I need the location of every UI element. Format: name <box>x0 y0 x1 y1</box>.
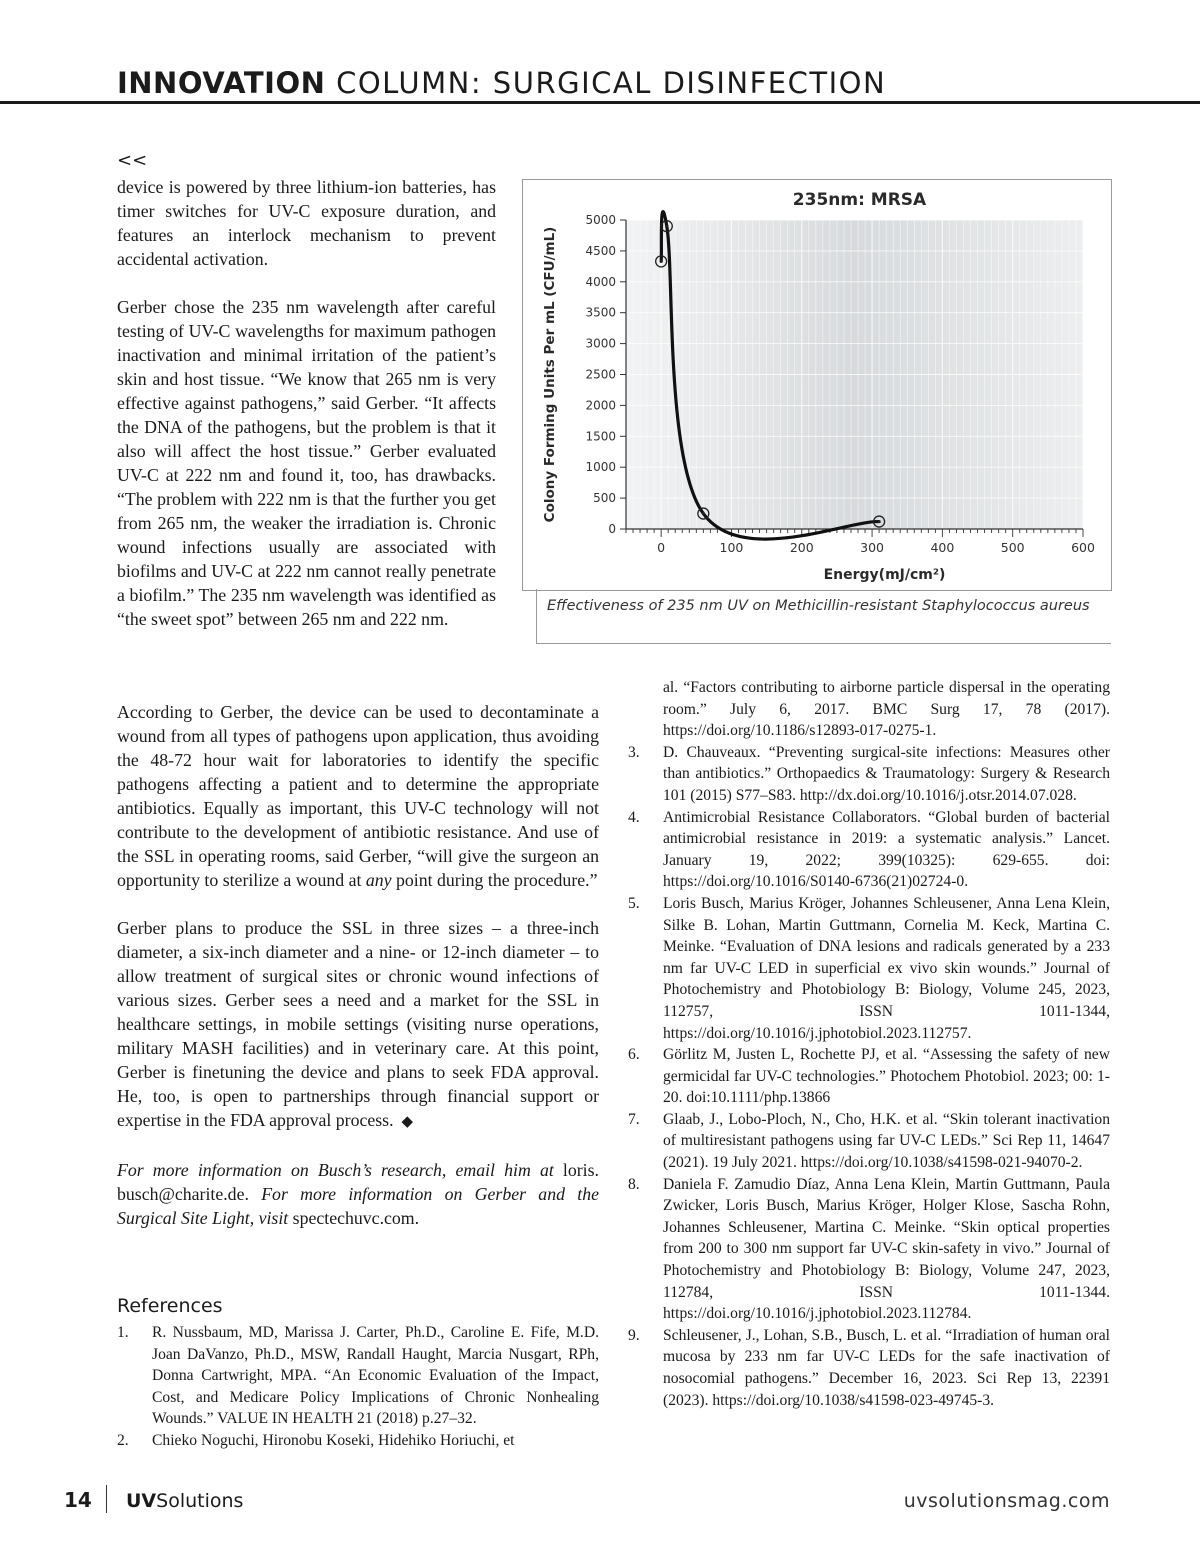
reference-number: 1. <box>117 1324 129 1341</box>
paragraph-3-text-b: point during the procedure.” <box>391 870 598 890</box>
info-email[interactable]: loris. busch@charite.de. <box>117 1160 599 1204</box>
reference-number: 7. <box>628 1110 640 1128</box>
info-website[interactable]: spectechuvc.com. <box>288 1208 420 1228</box>
reference-number: 2. <box>117 1431 129 1449</box>
page-number: 14 <box>64 1488 92 1512</box>
y-tick-label: 0 <box>608 522 616 536</box>
info-text-1: For more information on Busch’s research, email him at <box>117 1160 554 1180</box>
paragraph-1: device is powered by three lithium-ion batteries, has timer switches for UV-C exposure duration, and features an interlock mechanism to prevent accidental activation. <box>117 177 496 269</box>
y-tick-label: 1500 <box>585 429 616 444</box>
y-tick-label: 2000 <box>585 398 616 413</box>
info-paragraph <box>117 1158 599 1230</box>
y-tick-label: 500 <box>593 491 616 506</box>
header-rule <box>0 101 1200 104</box>
reference-text: Schleusener, J., Lohan, S.B., Busch, L. et al. “Irradiation of human oral mucosa by 233 nm far UV-C LEDs for the safe inactivation of nosocomial pathogens.” December 16, 2023. Sci Rep 13, 22391 (2023). https://doi.org/10.1038/s41598-023-49745-3. <box>663 1326 1110 1409</box>
reference-text: R. Nussbaum, MD, Marissa J. Carter, Ph.D., Caroline E. Fife, M.D. Joan DaVanzo, Ph.D., MSW, Randall Haught, Marcia Nusgart, RPh, Donna Cartwright, MPA. “An Economic Evaluation of the Impact, Cost, and Medicare Policy Implications of Chronic Nonhealing Wounds.” VALUE IN HEALTH 21 (2018) p.27–32. <box>152 1324 599 1428</box>
reference-item <box>628 742 1110 807</box>
x-axis-label: Energy(mJ/cm²) <box>823 567 946 583</box>
reference-item <box>628 1174 1110 1325</box>
reference-text: Görlitz M, Justen L, Rochette PJ, et al. “Assessing the safety of new germicidal far UV-C technologies.” Photochem Photobiol. 2023; 00: 1-20. doi:10.1111/php.13866 <box>663 1046 1110 1107</box>
body-column-top <box>117 175 496 655</box>
data-point-dot <box>665 225 668 228</box>
references-right-column <box>628 677 1110 1411</box>
column-header <box>117 66 886 100</box>
brand-rest: Solutions <box>156 1490 244 1512</box>
x-tick-label: 500 <box>1000 540 1025 555</box>
x-tick-label: 300 <box>860 540 885 555</box>
continued-mark: << <box>117 150 148 171</box>
y-axis-label: Colony Forming Units Per mL (CFU/mL) <box>542 226 558 523</box>
brand-bold: UV <box>126 1490 157 1512</box>
references-left-list <box>117 1322 599 1452</box>
footer-brand <box>126 1490 243 1512</box>
reference-item <box>628 1044 1110 1109</box>
reference-text: Glaab, J., Lobo-Ploch, N., Cho, H.K. et al. “Skin tolerant inactivation of multiresistant pathogens using far UV-C LEDs.” Sci Rep 11, 14647 (2021). 19 July 2021. https://doi.org/10.1038/s41598-021-94070-2. <box>663 1110 1110 1172</box>
reference-text: Loris Busch, Marius Kröger, Johannes Schleusener, Anna Lena Klein, Silke B. Lohan, Martin Guttmann, Cornelia M. Keck, Martina C. Meinke. “Evaluation of DNA lesions and radicals generated by a 233 nm far UV-C LED in superficial ex vivo skin wounds.” Journal of Photochemistry and Photobiology B: Biology, Volume 245, 2023, 112757, ISSN 1011-1344, https://doi.org/10.1016/j.jphotobiol.2023.112757. <box>663 894 1110 1042</box>
reference-item <box>628 807 1110 893</box>
y-tick-label: 3500 <box>585 305 616 320</box>
y-tick-label: 4500 <box>585 243 616 258</box>
paragraph-3-text-a: According to Gerber, the device can be used to decontaminate a wound from all types of pathogens upon application, thus avoiding the 48-72 hour wait for laboratories to identify the specific pathogens affecting a patient and to determine the appropriate antibiotics. Equally as important, this UV-C technology will not contribute to the development of antibiotic resistance. And use of the SSL in operating rooms, said Gerber, “will give the surgeon an opportunity to sterilize a wound at <box>117 702 599 890</box>
y-tick-label: 1000 <box>585 460 616 475</box>
chart-figure <box>522 179 1112 591</box>
figure-caption: Effectiveness of 235 nm UV on Methicillin-resistant Staphylococcus aureus <box>547 598 1090 614</box>
reference-number: 4. <box>628 808 640 826</box>
end-mark: ◆ <box>401 1114 414 1130</box>
references-right-list <box>628 677 1110 1411</box>
header-rest: COLUMN: SURGICAL DISINFECTION <box>336 66 887 100</box>
reference-item <box>628 1109 1110 1174</box>
references-title: References <box>117 1295 223 1317</box>
y-tick-label: 3000 <box>585 336 616 351</box>
reference-number: 5. <box>628 894 640 912</box>
reference-item <box>117 1430 599 1452</box>
reference-text: D. Chauveaux. “Preventing surgical-site infections: Measures other than antibiotics.” Orthopaedics & Traumatology: Surgery & Research 101 (2015) S77–S83. http://dx.doi.org/10.1016/j.otsr.2014.07.028. <box>663 743 1110 804</box>
y-tick-label: 5000 <box>585 213 616 227</box>
paragraph-3-emphasis: any <box>365 870 392 890</box>
paragraph-4 <box>117 916 599 1134</box>
mrsa-chart <box>523 180 1111 590</box>
x-tick-label: 400 <box>930 540 955 555</box>
reference-text: Antimicrobial Resistance Collaborators. “Global burden of bacterial antimicrobial resistance in 2019: a systematic analysis.” Lancet. January 19, 2022; 399(10325): 629-655. doi: https://doi.org/10.1016/S0140-6736(21)02724-0. <box>663 808 1110 891</box>
reference-2-continued: al. “Factors contributing to airborne particle dispersal in the operating room.” July 6, 2017. BMC Surg 17, 78 (2017). https://doi.org/10.1186/s12893-017-0275-1. <box>663 679 1110 740</box>
footer-url[interactable]: uvsolutionsmag.com <box>903 1490 1110 1512</box>
header-bold: INNOVATION <box>117 66 326 100</box>
y-tick-label: 4000 <box>585 274 616 289</box>
paragraph-4-text: Gerber plans to produce the SSL in three sizes – a three-inch diameter, a six-inch diameter and a nine- or 12-inch diameter – to allow treatment of surgical sites or chronic wound infections of various sizes. Gerber sees a need and a market for the SSL in healthcare settings, in mobile settings (visiting nurse operations, military MASH facilities) and in veterinary care. At this point, Gerber is finetuning the device and plans to seek FDA approval. He, too, is open to partnerships through financial support or expertise in the FDA approval process. <box>117 918 599 1130</box>
reference-text: Chieko Noguchi, Hironobu Koseki, Hidehiko Horiuchi, et <box>152 1431 515 1449</box>
reference-number: 9. <box>628 1326 640 1344</box>
x-tick-label: 200 <box>789 540 814 555</box>
paragraph-2: Gerber chose the 235 nm wavelength after careful testing of UV-C wavelengths for maximum pathogen inactivation and minimal irritation of the patient’s skin and host tissue. “We know that 265 nm is very effective against pathogens,” said Gerber. “It affects the DNA of the pathogens, but the problem is that it also will affect the host tissue.” Gerber evaluated UV-C at 222 nm and found it, too, has drawbacks. “The problem with 222 nm is that the further you get from 265 nm, the weaker the irradiation is. Chronic wound infections usually are associated with biofilms and UV-C at 222 nm cannot really penetrate a biofilm.” The 235 nm wavelength was identified as “the sweet spot” between 265 nm and 222 nm. <box>117 297 496 629</box>
reference-item <box>117 1322 599 1430</box>
chart-title: 235nm: MRSA <box>792 190 927 210</box>
info-text-2: For more information on Gerber and the Surgical Site Light, visit <box>117 1184 599 1228</box>
data-point-dot <box>702 512 705 515</box>
x-tick-label: 600 <box>1071 540 1095 555</box>
data-point-dot <box>660 260 663 263</box>
data-point-dot <box>878 520 881 523</box>
reference-number: 8. <box>628 1175 640 1193</box>
reference-number: 3. <box>628 743 640 761</box>
reference-number: 6. <box>628 1046 640 1064</box>
footer-separator <box>106 1485 107 1513</box>
body-column-bottom <box>117 700 599 1254</box>
reference-item <box>628 893 1110 1044</box>
caption-box <box>536 589 1111 644</box>
references-left-column <box>117 1322 599 1452</box>
reference-item <box>628 1325 1110 1411</box>
x-tick-label: 0 <box>657 540 666 555</box>
x-tick-label: 100 <box>719 540 744 555</box>
y-tick-label: 2500 <box>585 367 616 382</box>
reference-text: Daniela F. Zamudio Díaz, Anna Lena Klein, Martin Guttmann, Paula Zwicker, Loris Busch, Marius Kröger, Holger Klose, Sascha Rohn, Johannes Schleusener, Martina C. Meinke. “Skin optical properties from 200 to 300 nm support far UV-C skin-safety in vivo.” Journal of Photochemistry and Photobiology B: Biology, Volume 247, 2023, 112784, ISSN 1011-1344. https://doi.org/10.1016/j.jphotobiol.2023.112784. <box>663 1175 1110 1323</box>
paragraph-3 <box>117 700 599 892</box>
